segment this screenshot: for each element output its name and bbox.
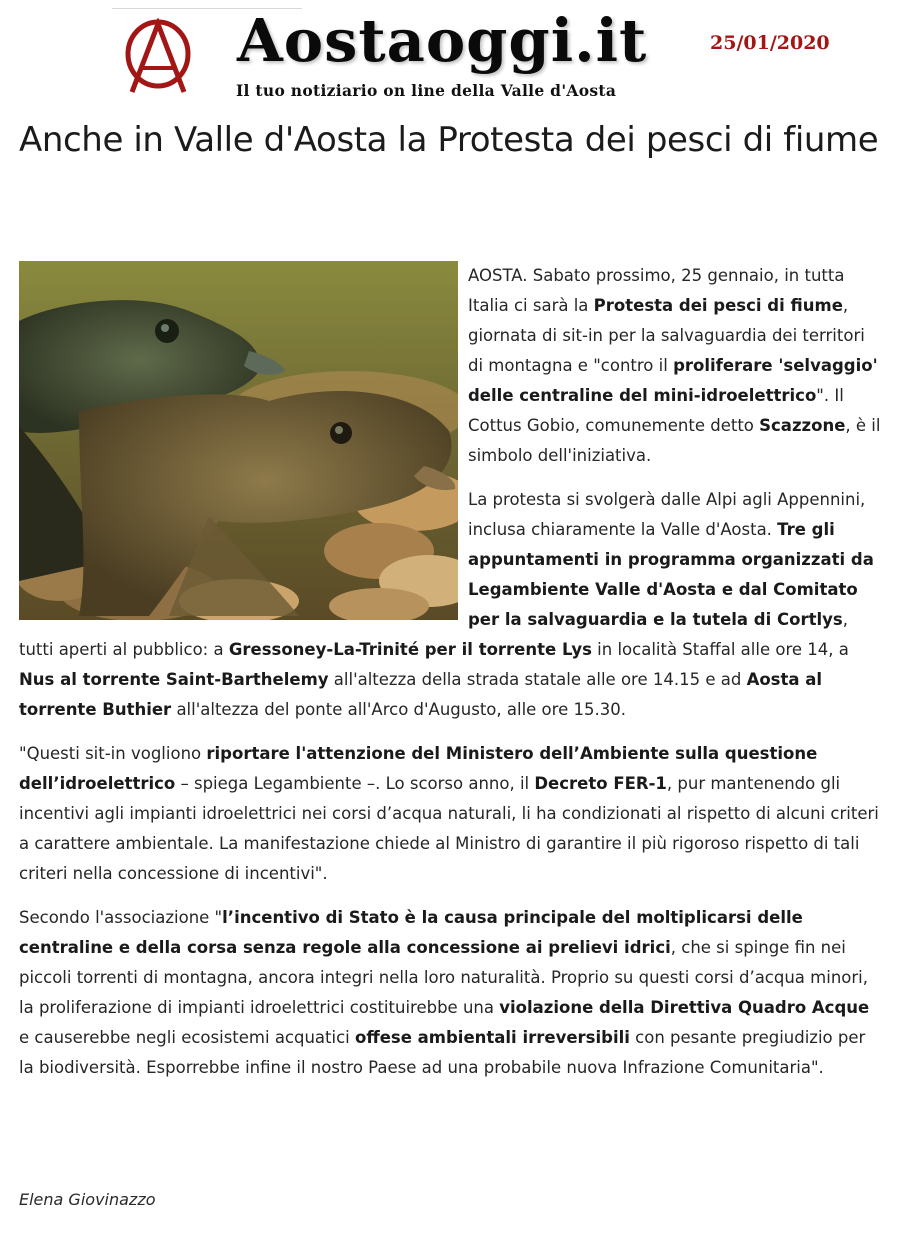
text-run: , è il simbolo dell'iniziativa.: [468, 416, 881, 465]
text-run: , giornata di sit-in per la salvaguardia dei territori di montagna e "contro il: [468, 296, 865, 375]
article-byline: Elena Giovinazzo: [19, 1190, 156, 1209]
text-run: all'altezza della strada statale alle ore 14.15 e ad: [328, 670, 747, 689]
bold-run: Scazzone: [759, 416, 846, 435]
site-name[interactable]: Aostaoggi.it: [237, 6, 648, 75]
text-run: La protesta si svolgerà dalle Alpi agli Appennini, inclusa chiaramente la Valle d'Aosta.: [468, 490, 866, 539]
bold-run: Protesta dei pesci di fiume: [593, 296, 843, 315]
issue-date: 25/01/2020: [710, 32, 830, 54]
bold-run: Tre gli appuntamenti in programma organizzati da Legambiente Valle d'Aosta e dal Comitato per la salvaguardia e la tutela di Cortlys: [468, 520, 874, 629]
article-paragraph: [19, 739, 881, 889]
text-run: e causerebbe negli ecosistemi acquatici: [19, 1028, 355, 1047]
bold-run: Decreto FER-1: [534, 774, 667, 793]
text-run: "Questi sit-in vogliono: [19, 744, 207, 763]
fish-photo: [19, 261, 458, 620]
bold-run: l’incentivo di Stato è la causa principale del moltiplicarsi delle centraline e della corsa senza regole alla concessione ai prelievi idrici: [19, 908, 803, 957]
bold-run: Gressoney-La-Trinité per il torrente Lys: [228, 640, 592, 659]
bold-run: Nus al torrente Saint-Barthelemy: [19, 670, 329, 689]
article-headline: Anche in Valle d'Aosta la Protesta dei pesci di fiume: [19, 120, 879, 160]
text-run: , tutti aperti al pubblico: a: [19, 610, 848, 659]
text-run: in località Staffal alle ore 14, a: [591, 640, 849, 659]
text-run: all'altezza del ponte all'Arco d'Augusto, alle ore 15.30.: [171, 700, 626, 719]
text-run: ". Il Cottus Gobio, comunemente detto: [468, 386, 844, 435]
text-run: , pur mantenendo gli incentivi agli impianti idroelettrici nei corsi d’acqua naturali, li ha condizionati al rispetto di alcuni criteri a carattere ambientale. La manifestazione chiede al Ministro di garantire il più rigoroso rispetto di tali criteri nella concessione di incentivi".: [19, 774, 879, 883]
text-run: – spiega Legambiente –. Lo scorso anno, il: [175, 774, 535, 793]
text-run: AOSTA. Sabato prossimo, 25 gennaio, in tutta Italia ci sarà la: [468, 266, 845, 315]
bold-run: proliferare 'selvaggio' delle centraline del mini-idroelettrico: [468, 356, 878, 405]
bold-run: violazione della Direttiva Quadro Acque: [499, 998, 870, 1017]
site-tagline: Il tuo notiziario on line della Valle d'Aosta: [236, 81, 617, 100]
aostaoggi-logo-icon[interactable]: [122, 18, 194, 94]
article-paragraph: [19, 903, 881, 1083]
text-run: con pesante pregiudizio per la biodiversità. Esporrebbe infine il nostro Paese ad una probabile nuova Infrazione Comunitaria".: [19, 1028, 866, 1077]
bold-run: Aosta al torrente Buthier: [19, 670, 823, 719]
bold-run: offese ambientali irreversibili: [355, 1028, 630, 1047]
article-body: [19, 261, 881, 1097]
bold-run: riportare l'attenzione del Ministero dell’Ambiente sulla questione dell’idroelettrico: [19, 744, 818, 793]
masthead: [0, 0, 900, 104]
text-run: , che si spinge fin nei piccoli torrenti di montagna, ancora integri nella loro naturalità. Proprio su questi corsi d’acqua minori, la proliferazione di impianti idroelettrici costituirebbe una: [19, 938, 868, 1017]
text-run: Secondo l'associazione ": [19, 908, 223, 927]
